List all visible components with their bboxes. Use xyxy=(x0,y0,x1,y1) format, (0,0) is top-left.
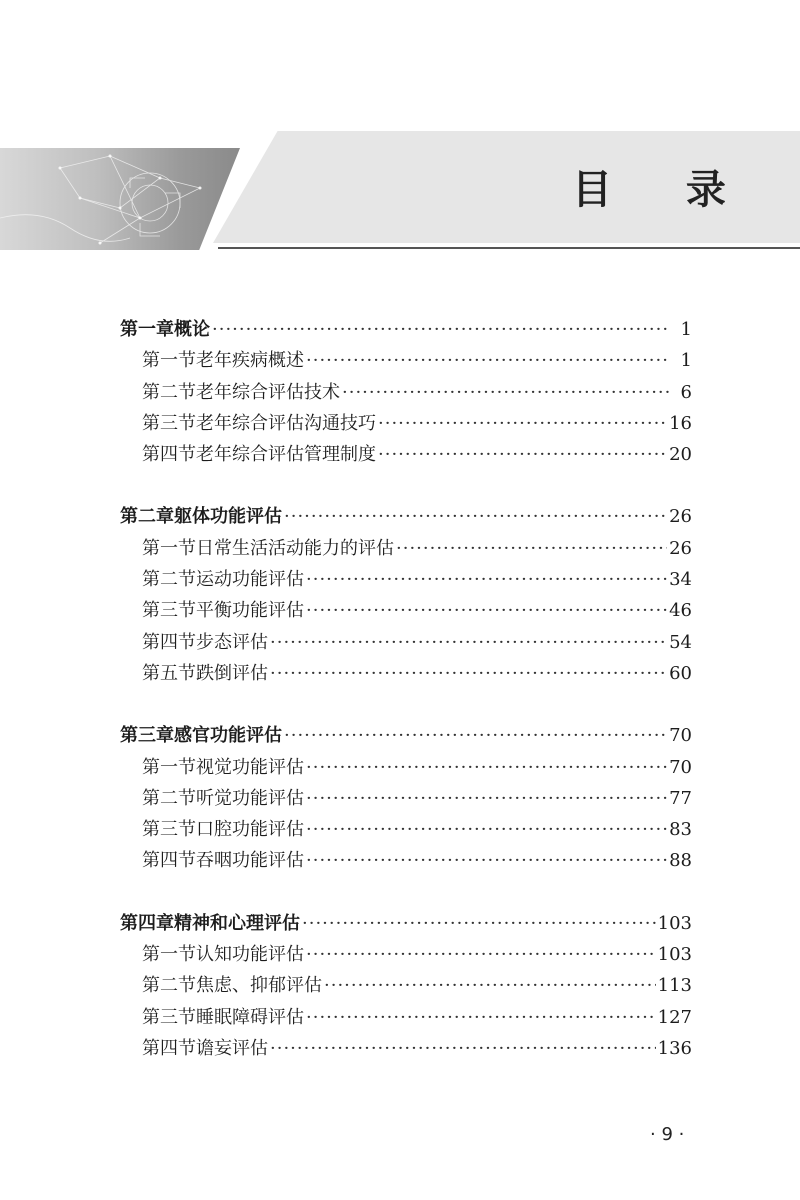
toc-chapter-row-page: 103 xyxy=(657,912,692,934)
toc-chapter-row-number: 第四章 xyxy=(120,912,174,934)
toc-section-row-page: 54 xyxy=(669,631,692,653)
dot-leader xyxy=(378,439,667,470)
toc-section-row-title: 认知功能评估 xyxy=(196,944,304,966)
toc-section-row-title: 吞咽功能评估 xyxy=(196,850,304,872)
toc-section-row-page: 136 xyxy=(657,1037,692,1059)
toc-chapter-row-number: 第一章 xyxy=(120,319,174,340)
table-of-contents xyxy=(120,314,692,1095)
toc-section-row-number: 第四节 xyxy=(142,850,196,872)
toc-section-row[interactable] xyxy=(120,1002,692,1033)
toc-chapter-row[interactable] xyxy=(120,720,692,751)
toc-section-row-page: 127 xyxy=(657,1006,692,1028)
toc-chapter-row-number: 第二章 xyxy=(120,506,174,528)
toc-section-row[interactable] xyxy=(120,439,692,470)
toc-chapter-row[interactable] xyxy=(120,314,692,345)
toc-chapter-row[interactable] xyxy=(120,908,692,939)
dot-leader xyxy=(302,908,656,939)
toc-chapter-row-title: 精神和心理评估 xyxy=(174,912,300,934)
toc-section-row-number: 第一节 xyxy=(142,944,196,966)
dot-leader xyxy=(270,627,667,658)
chapter-block xyxy=(120,501,692,689)
banner-divider xyxy=(218,247,800,249)
dot-leader xyxy=(306,939,656,970)
toc-section-row-title: 步态评估 xyxy=(196,631,268,653)
toc-section-row-page: 1 xyxy=(680,350,692,372)
dot-leader xyxy=(306,345,670,376)
toc-section-row-title: 焦虑、抑郁评估 xyxy=(196,975,322,997)
toc-section-row-title: 老年综合评估沟通技巧 xyxy=(196,412,376,434)
toc-section-row-number: 第三节 xyxy=(142,600,196,622)
chapter-block xyxy=(120,908,692,1064)
dot-leader xyxy=(306,783,667,814)
dot-leader xyxy=(306,845,667,876)
toc-section-row[interactable] xyxy=(120,377,692,408)
toc-chapter-row-page: 26 xyxy=(669,506,692,528)
toc-section-row[interactable] xyxy=(120,658,692,689)
dot-leader xyxy=(270,1033,656,1064)
toc-section-row-number: 第三节 xyxy=(142,819,196,841)
dot-leader xyxy=(306,814,667,845)
dot-leader xyxy=(396,533,667,564)
toc-section-row-page: 103 xyxy=(657,944,692,966)
toc-section-row-number: 第四节 xyxy=(142,1037,196,1059)
toc-section-row-page: 26 xyxy=(669,537,692,559)
toc-section-row[interactable] xyxy=(120,345,692,376)
toc-section-row-page: 83 xyxy=(669,819,692,841)
toc-section-row-number: 第三节 xyxy=(142,412,196,434)
toc-chapter-row-title: 概论 xyxy=(174,319,210,340)
toc-section-row[interactable] xyxy=(120,970,692,1001)
toc-section-row-number: 第二节 xyxy=(142,569,196,591)
toc-section-row-page: 60 xyxy=(669,662,692,684)
circuit-network-graphic xyxy=(0,148,240,250)
toc-section-row-number: 第四节 xyxy=(142,631,196,653)
toc-chapter-row-number: 第三章 xyxy=(120,725,174,747)
toc-section-row-title: 睡眠障碍评估 xyxy=(196,1006,304,1028)
toc-section-row-page: 113 xyxy=(657,975,692,997)
dot-leader xyxy=(378,408,667,439)
dot-leader xyxy=(284,720,667,751)
chapter-block xyxy=(120,720,692,876)
toc-section-row-page: 46 xyxy=(669,600,692,622)
toc-section-row-title: 跌倒评估 xyxy=(196,662,268,684)
page-number: · 9 · xyxy=(650,1124,685,1145)
toc-section-row[interactable] xyxy=(120,408,692,439)
toc-section-row-number: 第一节 xyxy=(142,756,196,778)
toc-section-row-number: 第一节 xyxy=(142,537,196,559)
dot-leader xyxy=(270,658,667,689)
toc-section-row[interactable] xyxy=(120,814,692,845)
toc-section-row-number: 第三节 xyxy=(142,1006,196,1028)
banner-image xyxy=(0,148,240,250)
toc-section-row-number: 第四节 xyxy=(142,444,196,466)
toc-section-row-title: 老年综合评估技术 xyxy=(196,381,340,403)
toc-section-row-title: 谵妄评估 xyxy=(196,1037,268,1059)
header-banner xyxy=(0,128,800,253)
toc-section-row-number: 第二节 xyxy=(142,787,196,809)
toc-section-row-title: 平衡功能评估 xyxy=(196,600,304,622)
toc-section-row-page: 88 xyxy=(669,850,692,872)
page-title: 目 录 xyxy=(572,167,756,213)
toc-section-row-page: 20 xyxy=(669,444,692,466)
toc-section-row-title: 口腔功能评估 xyxy=(196,819,304,841)
toc-chapter-row-title: 感官功能评估 xyxy=(174,725,282,747)
dot-leader xyxy=(212,314,670,345)
dot-leader xyxy=(324,970,656,1001)
toc-chapter-row[interactable] xyxy=(120,501,692,532)
dot-leader xyxy=(342,377,670,408)
toc-section-row-title: 听觉功能评估 xyxy=(196,787,304,809)
toc-chapter-row-page: 70 xyxy=(669,725,692,747)
toc-section-row-title: 日常生活活动能力的评估 xyxy=(196,537,394,559)
toc-section-row[interactable] xyxy=(120,783,692,814)
toc-section-row[interactable] xyxy=(120,564,692,595)
dot-leader xyxy=(306,564,667,595)
toc-section-row-number: 第二节 xyxy=(142,975,196,997)
toc-section-row-number: 第二节 xyxy=(142,381,196,403)
toc-section-row-title: 运动功能评估 xyxy=(196,569,304,591)
toc-section-row-page: 16 xyxy=(669,412,692,434)
toc-section-row-title: 老年疾病概述 xyxy=(196,350,304,372)
toc-section-row[interactable] xyxy=(120,1033,692,1064)
toc-section-row[interactable] xyxy=(120,939,692,970)
toc-section-row-page: 34 xyxy=(669,569,692,591)
dot-leader xyxy=(306,752,667,783)
toc-section-row-page: 70 xyxy=(669,756,692,778)
toc-section-row-title: 老年综合评估管理制度 xyxy=(196,444,376,466)
dot-leader xyxy=(306,595,667,626)
chapter-block xyxy=(120,314,692,470)
toc-section-row[interactable] xyxy=(120,845,692,876)
toc-section-row[interactable] xyxy=(120,752,692,783)
toc-section-row[interactable] xyxy=(120,595,692,626)
toc-section-row-number: 第五节 xyxy=(142,662,196,684)
toc-chapter-row-title: 躯体功能评估 xyxy=(174,506,282,528)
dot-leader xyxy=(306,1002,656,1033)
toc-section-row-page: 77 xyxy=(669,787,692,809)
toc-section-row[interactable] xyxy=(120,533,692,564)
toc-section-row-page: 6 xyxy=(680,381,692,403)
toc-section-row-number: 第一节 xyxy=(142,350,196,372)
toc-chapter-row-page: 1 xyxy=(680,319,692,340)
toc-section-row[interactable] xyxy=(120,627,692,658)
toc-section-row-title: 视觉功能评估 xyxy=(196,756,304,778)
dot-leader xyxy=(284,501,667,532)
